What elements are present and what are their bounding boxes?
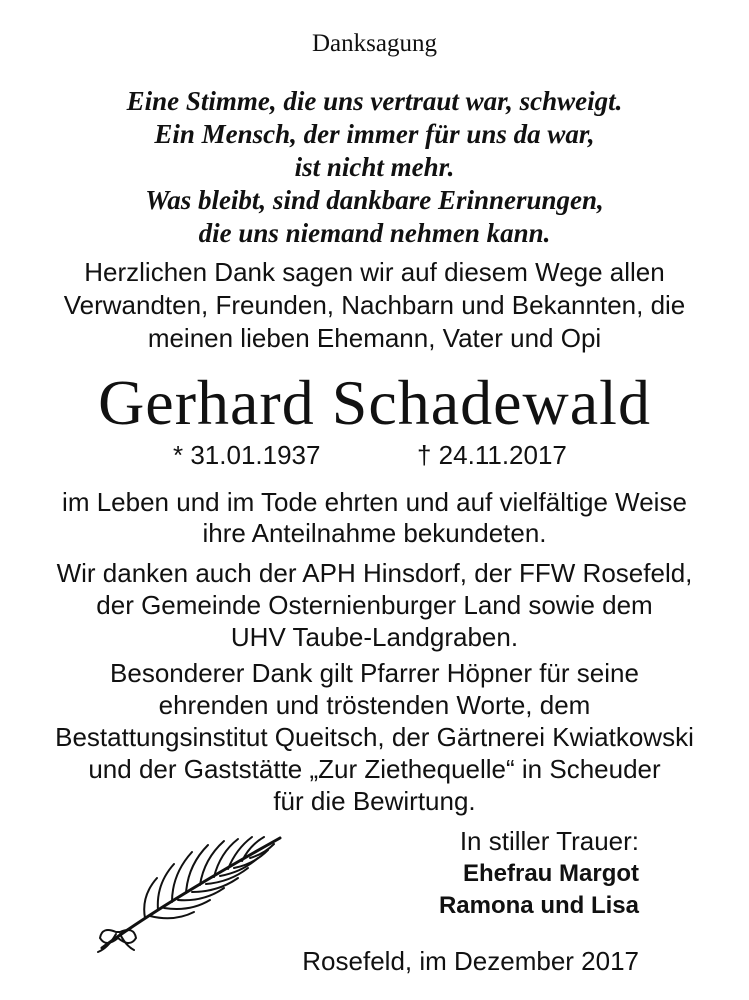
paragraph-line: der Gemeinde Osternienburger Land sowie dem: [96, 590, 653, 620]
palm-branch-icon: [90, 820, 290, 960]
heading: Danksagung: [312, 30, 437, 57]
verse-line: Ein Mensch, der immer für uns da war,: [154, 119, 595, 149]
paragraph-line: Besonderer Dank gilt Pfarrer Höpner für seine: [110, 658, 639, 688]
death-date: † 24.11.2017: [417, 440, 567, 470]
paragraph-line: Bestattungsinstitut Queitsch, der Gärtnerei Kwiatkowski: [55, 722, 694, 752]
verse-line: Was bleibt, sind dankbare Erinnerungen,: [145, 185, 604, 215]
paragraph-line: ehrenden und tröstenden Worte, dem: [158, 690, 591, 720]
intro-line: Herzlichen Dank sagen wir auf diesem Wege allen: [84, 257, 665, 287]
intro-line: Verwandten, Freunden, Nachbarn und Bekannten, die: [63, 290, 686, 320]
verse-line: ist nicht mehr.: [294, 152, 455, 182]
place-date: Rosefeld, im Dezember 2017: [302, 946, 639, 976]
verse-line: Eine Stimme, die uns vertraut war, schweigt.: [126, 86, 623, 116]
signature-name: Ramona und Lisa: [438, 892, 639, 919]
paragraph-line: und der Gaststätte „Zur Ziethequelle“ in Scheuder: [88, 754, 661, 784]
deceased-name: Gerhard Schadewald: [98, 367, 651, 438]
signature-name: Ehefrau Margot: [462, 860, 639, 887]
birth-date: * 31.01.1937: [173, 440, 321, 470]
paragraph-line: UHV Taube-Landgraben.: [230, 622, 519, 652]
paragraph-line: ihre Anteilnahme bekundeten.: [202, 518, 547, 548]
intro-line: meinen lieben Ehemann, Vater und Opi: [147, 323, 602, 353]
paragraph-line: Wir danken auch der APH Hinsdorf, der FFW Rosefeld,: [56, 558, 693, 588]
paragraph-line: im Leben und im Tode ehrten und auf vielfältige Weise: [62, 487, 687, 517]
verse-line: die uns niemand nehmen kann.: [198, 218, 551, 248]
paragraph-line: für die Bewirtung.: [273, 786, 476, 816]
signature-label: In stiller Trauer:: [459, 826, 639, 856]
